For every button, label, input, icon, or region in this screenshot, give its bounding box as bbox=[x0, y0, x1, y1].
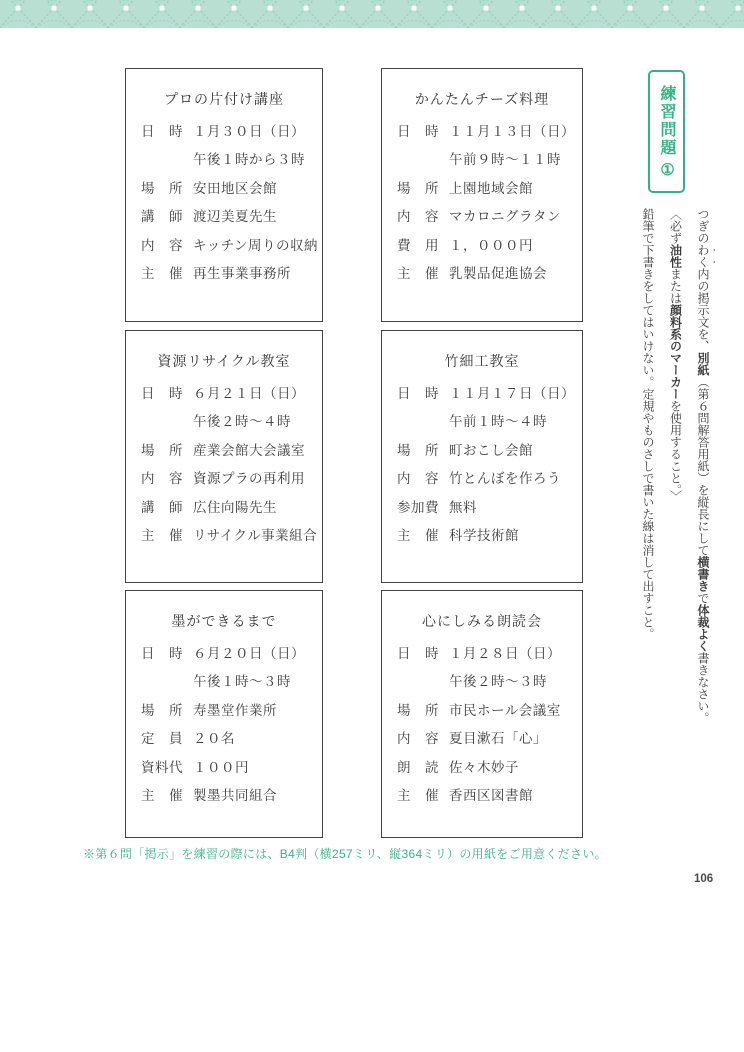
row-value: 広住向陽先生 bbox=[193, 499, 277, 515]
notice-row bbox=[126, 232, 322, 260]
notice-title: 心にしみる朗読会 bbox=[422, 615, 542, 630]
notice-row bbox=[382, 203, 582, 231]
row-label: 場 所 bbox=[141, 702, 183, 718]
notice-title: 竹細工教室 bbox=[444, 355, 520, 370]
notice-title: かんたんチーズ料理 bbox=[414, 93, 550, 108]
row-value: 無料 bbox=[449, 499, 477, 515]
row-label: 参加費 bbox=[397, 499, 439, 515]
row-label: 内 容 bbox=[397, 209, 439, 225]
emphasized-word: わく bbox=[696, 244, 710, 268]
notice-row bbox=[126, 668, 322, 696]
row-value: 午前９時～１１時 bbox=[449, 152, 561, 168]
notice-row bbox=[382, 668, 582, 696]
row-label: 場 所 bbox=[397, 442, 439, 458]
row-label: 講 師 bbox=[141, 209, 183, 225]
notice-box-bamboo-craft bbox=[381, 330, 583, 583]
notice-row bbox=[126, 465, 322, 493]
notice-row bbox=[382, 232, 582, 260]
notice-row bbox=[382, 465, 582, 493]
row-value: 上園地域会館 bbox=[449, 180, 533, 196]
notice-row bbox=[126, 522, 322, 550]
notice-row bbox=[382, 725, 582, 753]
notice-box-tidying-course bbox=[125, 68, 323, 322]
footnote: ※第６問「掲示」を練習の際には、B4判（横257ミリ、縦364ミリ）の用紙をご用意ください。 bbox=[83, 847, 607, 861]
row-label: 場 所 bbox=[141, 442, 183, 458]
page-number: 106 bbox=[694, 873, 714, 885]
row-value: １，０００円 bbox=[449, 237, 533, 253]
row-value: 渡辺美夏先生 bbox=[193, 209, 277, 225]
instruction-line-2: 〈必ず油性または顔料系のマーカーを使用すること。〉 bbox=[668, 208, 683, 502]
row-label: 内 容 bbox=[141, 237, 183, 253]
notice-title: 資源リサイクル教室 bbox=[157, 355, 291, 370]
row-label: 講 師 bbox=[141, 499, 183, 515]
row-label: 場 所 bbox=[397, 702, 439, 718]
notice-box-reading-session bbox=[381, 590, 583, 838]
row-value: リサイクル事業組合 bbox=[193, 528, 318, 544]
notice-row bbox=[126, 408, 322, 436]
row-label: 主 催 bbox=[141, 788, 183, 804]
notice-title: プロの片付け講座 bbox=[164, 93, 284, 108]
row-value: ２０名 bbox=[193, 731, 235, 747]
row-value: 科学技術館 bbox=[449, 528, 519, 544]
row-label: 日 時 bbox=[397, 646, 439, 661]
notice-row bbox=[126, 118, 322, 146]
row-value: 午後１時～３時 bbox=[193, 674, 291, 690]
row-label: 費 用 bbox=[397, 237, 439, 253]
notice-row bbox=[126, 640, 322, 668]
row-label: 場 所 bbox=[141, 180, 183, 196]
notice-row bbox=[126, 754, 322, 782]
badge-label: 練習問題 bbox=[658, 84, 675, 157]
row-value: １１月１７日（日） bbox=[449, 386, 575, 401]
row-value: 寿墨堂作業所 bbox=[193, 702, 277, 718]
notice-row bbox=[126, 437, 322, 465]
row-value: １月３０日（日） bbox=[193, 124, 305, 139]
row-value: 午前１時～４時 bbox=[449, 414, 547, 430]
notice-row bbox=[382, 118, 582, 146]
notice-box-cheese-cooking bbox=[381, 68, 583, 322]
row-label: 資料代 bbox=[141, 759, 183, 775]
row-value: 再生事業事務所 bbox=[193, 266, 291, 282]
row-label: 定 員 bbox=[141, 731, 183, 747]
notice-row bbox=[382, 437, 582, 465]
row-label: 内 容 bbox=[397, 471, 439, 487]
notice-row bbox=[126, 494, 322, 522]
notice-box-ink-making bbox=[125, 590, 323, 838]
row-value: 製墨共同組合 bbox=[193, 788, 277, 804]
notice-row bbox=[382, 175, 582, 203]
row-label: 主 催 bbox=[141, 266, 183, 282]
row-value: 竹とんぼを作ろう bbox=[449, 471, 561, 487]
row-label: 場 所 bbox=[397, 180, 439, 196]
row-value: 産業会館大会議室 bbox=[193, 442, 305, 458]
row-label: 主 催 bbox=[141, 528, 183, 544]
row-label: 内 容 bbox=[141, 471, 183, 487]
row-value: １１月１３日（日） bbox=[449, 124, 575, 139]
row-label: 朗 読 bbox=[397, 759, 439, 775]
instruction-line-3: 鉛筆で下書きをしてはいけない。定規やものさしで書いた線は消して出すこと。 bbox=[641, 208, 655, 640]
notice-row bbox=[382, 146, 582, 174]
notice-row bbox=[382, 522, 582, 550]
row-label: 日 時 bbox=[141, 124, 183, 139]
notice-row bbox=[382, 380, 582, 408]
row-label: 主 催 bbox=[397, 528, 439, 544]
row-label: 主 催 bbox=[397, 788, 439, 804]
row-label: 主 催 bbox=[397, 266, 439, 282]
row-label: 日 時 bbox=[397, 124, 439, 139]
row-value: １月２８日（日） bbox=[449, 646, 561, 661]
notice-row bbox=[382, 697, 582, 725]
notice-row bbox=[126, 203, 322, 231]
row-value: ６月２０日（日） bbox=[193, 646, 305, 661]
row-value: 午後２時～３時 bbox=[449, 674, 547, 690]
row-label: 日 時 bbox=[141, 646, 183, 661]
decorative-border-pattern bbox=[0, 0, 744, 28]
notice-row bbox=[382, 408, 582, 436]
notice-row bbox=[126, 175, 322, 203]
row-value: 午後２時～４時 bbox=[193, 414, 291, 430]
notice-row bbox=[126, 146, 322, 174]
notice-title: 墨ができるまで bbox=[171, 615, 277, 630]
row-value: 市民ホール会議室 bbox=[449, 702, 561, 718]
row-label: 日 時 bbox=[397, 386, 439, 401]
row-value: 佐々木妙子 bbox=[449, 759, 519, 775]
badge-number: ① bbox=[658, 159, 675, 179]
notice-box-recycling-class bbox=[125, 330, 323, 583]
notice-row bbox=[382, 640, 582, 668]
instruction-line-1: つぎのわく内の掲示文を、別紙（第６問解答用紙）を縦長にして横書きで体裁よく書きなさい。 bbox=[696, 208, 710, 724]
row-label: 内 容 bbox=[397, 731, 439, 747]
practice-problem-badge bbox=[648, 70, 685, 193]
instruction-text bbox=[634, 208, 717, 768]
row-value: １００円 bbox=[193, 759, 249, 775]
notice-row bbox=[382, 754, 582, 782]
notice-row bbox=[126, 697, 322, 725]
row-value: 夏目漱石「心」 bbox=[449, 731, 547, 747]
row-value: 乳製品促進協会 bbox=[449, 266, 547, 282]
notice-row bbox=[126, 380, 322, 408]
notice-row bbox=[126, 260, 322, 288]
row-value: 資源プラの再利用 bbox=[193, 471, 305, 487]
row-label: 日 時 bbox=[141, 386, 183, 401]
notice-row bbox=[382, 782, 582, 810]
notice-row bbox=[126, 725, 322, 753]
row-value: 午後１時から３時 bbox=[193, 152, 305, 168]
row-value: キッチン周りの収納 bbox=[193, 237, 319, 253]
row-value: 安田地区会館 bbox=[193, 180, 277, 196]
row-value: 町おこし会館 bbox=[449, 442, 533, 458]
row-value: 香西区図書館 bbox=[449, 788, 533, 804]
notice-row bbox=[126, 782, 322, 810]
notice-row bbox=[382, 494, 582, 522]
row-value: マカロニグラタン bbox=[449, 209, 561, 225]
row-value: ６月２１日（日） bbox=[193, 386, 305, 401]
notice-row bbox=[382, 260, 582, 288]
